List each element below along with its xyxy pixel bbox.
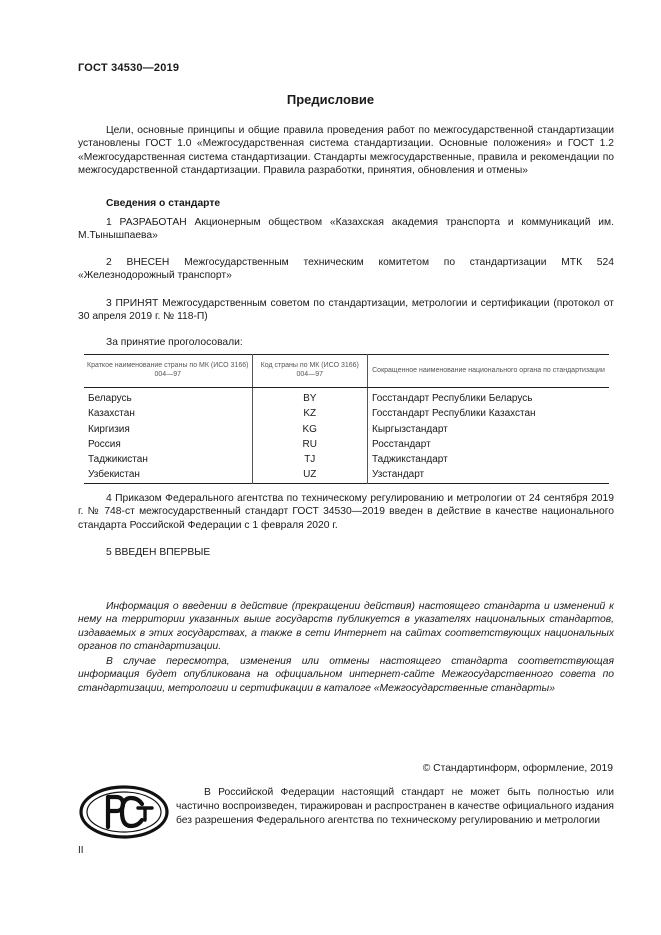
cell-agency: Госстандарт Республики Казахстан <box>368 406 610 421</box>
item-order: 4 Приказом Федерального агентства по техническому регулированию и метрологии от 24 сентября 2019 г. № 748-ст межгосударственный стандарт ГОСТ 34530—2019 введен в действие в качестве национального стандарта Российской Федерации с 1 февраля 2020 г. <box>78 493 614 531</box>
info-paragraph-2: В случае пересмотра, изменения или отмены настоящего стандарта соответствующая информация будет опубликована на официальном интернет-сайте Межгосударственного совета по стандартизации, метрологии и сертификации в каталоге «Межгосударственные стандарты» <box>78 656 614 694</box>
cell-agency: Госстандарт Республики Беларусь <box>368 388 610 407</box>
cell-agency: Узстандарт <box>368 467 610 483</box>
table-row <box>84 467 609 483</box>
cell-code: UZ <box>252 467 368 483</box>
item-introduced: 2 ВНЕСЕН Межгосударственным техническим комитетом по стандартизации МТК 524 «Железнодорожный транспорт» <box>78 257 614 282</box>
item-adopted: 3 ПРИНЯТ Межгосударственным советом по стандартизации, метрологии и сертификации (протокол от 30 апреля 2019 г. № 118-П) <box>78 298 614 323</box>
cell-agency: Кыргызстандарт <box>368 422 610 437</box>
cell-code: RU <box>252 437 368 452</box>
rst-certification-logo <box>78 784 170 840</box>
item-first: 5 ВВЕДЕН ВПЕРВЫЕ <box>106 547 211 558</box>
cell-country: Киргизия <box>88 423 130 435</box>
table-row <box>84 422 609 437</box>
table-row <box>84 437 609 452</box>
page-title: Предисловие <box>286 92 375 107</box>
reproduction-notice: В Российской Федерации настоящий стандарт не может быть полностью или частично воспроизведен, тиражирован и распространен в качестве официального издания без разрешения Федерального агентства по техническому регулированию и метрологии <box>176 787 614 826</box>
section-heading: Сведения о стандарте <box>106 198 221 209</box>
item-developed: 1 РАЗРАБОТАН Акционерным обществом «Казахская академия транспорта и коммуникаций им. М.Тынышпаева» <box>78 217 614 242</box>
table-row <box>84 388 609 407</box>
cell-country: Россия <box>88 438 121 450</box>
header-code: Код страны по МК (ИСО 3166) 004—97 <box>252 355 368 388</box>
table-header-row <box>84 355 609 388</box>
table-row <box>84 406 609 421</box>
cell-code: BY <box>252 388 368 407</box>
cell-country: Казахстан <box>88 408 135 420</box>
document-id: ГОСТ 34530—2019 <box>78 62 180 74</box>
voted-label: За принятие проголосовали: <box>106 337 243 348</box>
copyright: © Стандартинформ, оформление, 2019 <box>422 763 613 774</box>
cell-country: Узбекистан <box>88 469 140 481</box>
cell-code: KZ <box>252 406 368 421</box>
member-states-table <box>84 354 609 484</box>
header-country: Краткое наименование страны по МК (ИСО 3166) 004—97 <box>84 355 252 388</box>
info-paragraph-1: Информация о введении в действие (прекращении действия) настоящего стандарта и изменений к нему на территории указанных выше государств публикуется в указателях национальных стандартов, издаваемых в этих государствах, а также в сети Интернет на сайтах соответствующих национальных органов по стандартизации. <box>78 601 614 653</box>
cell-agency: Таджикстандарт <box>368 452 610 467</box>
table-row <box>84 452 609 467</box>
cell-code: KG <box>252 422 368 437</box>
cell-agency: Росстандарт <box>368 437 610 452</box>
header-agency: Сокращенное наименование национального органа по стандартизации <box>368 355 610 388</box>
cell-country: Таджикистан <box>88 454 148 466</box>
intro-paragraph: Цели, основные принципы и общие правила проведения работ по межгосударственной стандартизации установлены ГОСТ 1.0 «Межгосударственная система стандартизации. Основные положения» и ГОСТ 1.2 «Межгосударственная система стандартизации. Стандарты межгосударственные, правила и рекомендации по межгосударственной стандартизации. Правила разработки, принятия, обновления и отмены» <box>78 125 614 177</box>
cell-code: TJ <box>252 452 368 467</box>
page-number: II <box>78 845 84 856</box>
cell-country: Беларусь <box>88 393 132 404</box>
